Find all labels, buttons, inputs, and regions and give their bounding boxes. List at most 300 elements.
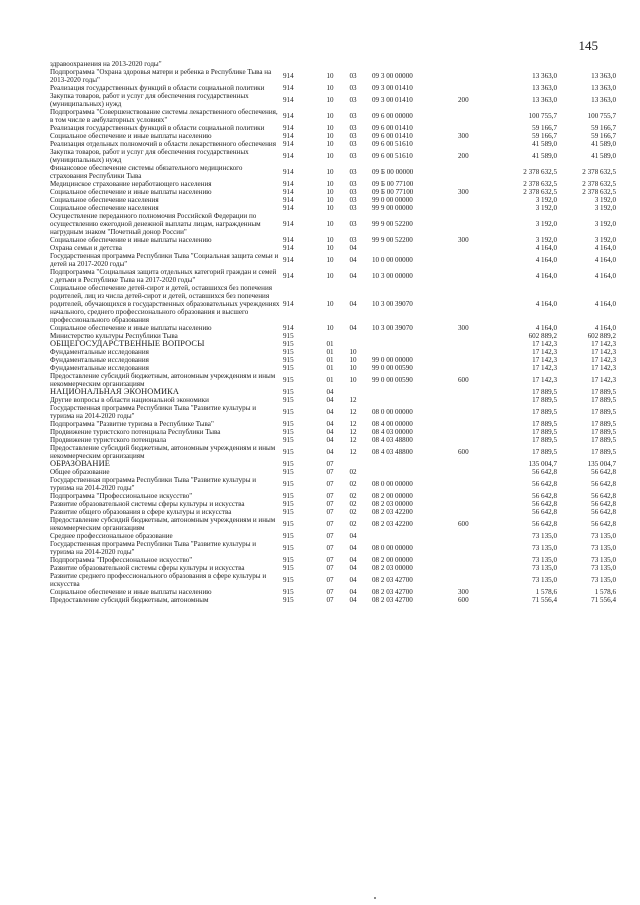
row-amount-2: 4 164,0 (594, 272, 616, 280)
row-name: Социальное обеспечение и иные выплаты населению (50, 588, 212, 596)
table-row (50, 572, 616, 588)
row-subsection-code: 04 (349, 272, 357, 280)
row-subsection-code: 03 (349, 72, 357, 80)
row-section-code: 07 (326, 520, 334, 528)
row-expense-type: 600 (458, 376, 469, 384)
row-department-code: 914 (283, 84, 294, 92)
row-subsection-code (342, 340, 364, 348)
row-amount-2: 59 166,7 (591, 124, 616, 132)
row-department-code: 914 (283, 256, 294, 264)
row-amount-1: 4 164,0 (535, 272, 557, 280)
row-amount-2: 13 363,0 (591, 84, 616, 92)
row-amount-1: 17 142,3 (532, 364, 557, 372)
row-target-article: 08 2 00 00000 (372, 492, 413, 500)
row-amount-1: 602 889,2 (528, 332, 557, 340)
row-expense-type (458, 212, 492, 236)
row-amount-2: 4 164,0 (594, 300, 616, 308)
scan-mark (374, 897, 376, 899)
row-department-code: 914 (283, 168, 294, 176)
row-amount-1: 56 642,8 (532, 480, 557, 488)
table-row (50, 340, 616, 348)
row-subsection-code: 03 (349, 188, 357, 196)
row-amount-2: 73 135,0 (591, 556, 616, 564)
table-row (50, 244, 616, 252)
row-section-code: 07 (326, 468, 334, 476)
row-section-code: 01 (326, 340, 334, 348)
row-name: Подпрограмма "Профессиональное искусство" (50, 556, 193, 564)
row-amount-2: 17 142,3 (591, 364, 616, 372)
row-name: Осуществление переданного полномочия Российской Федерации по осуществлению ежегодной денежной выплаты лицам, награжденным нагрудным знаком "Почетный донор России" (50, 212, 261, 236)
row-department-code: 915 (283, 408, 294, 416)
row-amount-1: 17 889,5 (532, 448, 557, 456)
row-name: Социальное обеспечение населения (50, 204, 159, 212)
row-section-code: 10 (326, 220, 334, 228)
row-subsection-code: 04 (349, 588, 357, 596)
row-expense-type (458, 476, 492, 492)
row-subsection-code: 03 (349, 140, 357, 148)
row-name: Предоставление субсидий бюджетным, автономным учреждениям и иным некоммерческим организациям (50, 444, 276, 460)
row-section-code: 10 (326, 96, 334, 104)
row-amount-1: 59 166,7 (532, 124, 557, 132)
table-row (50, 564, 616, 572)
row-section-code: 10 (326, 188, 334, 196)
table-row (50, 508, 616, 516)
row-section-code: 04 (326, 408, 334, 416)
table-row (50, 596, 616, 604)
table-body (50, 60, 616, 604)
row-department-code: 915 (283, 448, 294, 456)
row-expense-type (458, 340, 492, 348)
row-section-code: 10 (326, 236, 334, 244)
row-amount-2: 17 889,5 (591, 408, 616, 416)
row-amount-1: 17 889,5 (532, 428, 557, 436)
row-amount-1: 73 135,0 (532, 564, 557, 572)
row-target-article: 09 3 00 01410 (372, 96, 413, 104)
row-amount-2: 56 642,8 (591, 492, 616, 500)
row-amount-1: 1 578,6 (535, 588, 557, 596)
row-amount-2: 13 363,0 (591, 96, 616, 104)
row-subsection-code: 10 (349, 376, 357, 384)
row-amount-1: 17 889,5 (532, 408, 557, 416)
row-name: Подпрограмма "Развитие туризма в Республике Тыва" (50, 420, 214, 428)
row-amount-2: 56 642,8 (591, 480, 616, 488)
row-target-article: 08 4 03 00000 (372, 428, 413, 436)
row-amount-1: 2 378 632,5 (523, 188, 557, 196)
row-department-code: 915 (283, 388, 294, 396)
row-target-article: 10 0 00 00000 (372, 256, 413, 264)
row-section-code: 07 (326, 532, 334, 540)
row-amount-2: 56 642,8 (591, 520, 616, 528)
row-section-code: 10 (326, 140, 334, 148)
row-section-code: 07 (326, 556, 334, 564)
row-amount-2: 2 378 632,5 (582, 168, 616, 176)
row-section-code: 10 (326, 244, 334, 252)
row-department-code: 915 (283, 576, 294, 584)
table-row (50, 196, 616, 204)
row-section-code: 04 (326, 428, 334, 436)
row-amount-2 (557, 60, 616, 68)
row-name: Фундаментальные исследования (50, 364, 149, 372)
row-department-code: 915 (283, 340, 294, 348)
table-row (50, 284, 616, 324)
row-expense-type: 200 (458, 96, 469, 104)
row-amount-1: 4 164,0 (535, 324, 557, 332)
row-target-article: 10 3 00 39070 (372, 324, 413, 332)
table-row (50, 476, 616, 492)
row-amount-1: 56 642,8 (532, 468, 557, 476)
table-row (50, 188, 616, 196)
row-amount-1: 17 142,3 (532, 348, 557, 356)
row-amount-2: 17 142,3 (591, 376, 616, 384)
row-target-article: 08 4 03 48800 (372, 436, 413, 444)
row-target-article: 99 0 00 00000 (372, 196, 413, 204)
row-amount-1: 73 135,0 (532, 576, 557, 584)
row-name: Охрана семьи и детства (50, 244, 122, 252)
row-target-article: 10 3 00 39070 (372, 300, 413, 308)
table-row (50, 68, 616, 84)
table-row (50, 236, 616, 244)
row-subsection-code: 04 (349, 544, 357, 552)
row-department-code: 914 (283, 180, 294, 188)
row-department-code: 915 (283, 356, 294, 364)
row-target-article: 09 Б 00 77100 (372, 180, 414, 188)
row-target-article: 99 9 00 52200 (372, 236, 413, 244)
row-subsection-code: 02 (349, 480, 357, 488)
row-target-article (364, 396, 458, 404)
row-section-code: 10 (326, 132, 334, 140)
row-name: Социальное обеспечение и иные выплаты населению (50, 188, 212, 196)
row-section-code: 10 (326, 324, 334, 332)
row-subsection-code: 03 (349, 196, 357, 204)
row-department-code: 914 (283, 220, 294, 228)
table-row (50, 252, 616, 268)
row-department-code: 915 (283, 332, 294, 340)
row-amount-1: 17 889,5 (532, 436, 557, 444)
row-department-code: 915 (283, 520, 294, 528)
row-expense-type: 600 (458, 596, 469, 604)
row-amount-1: 17 889,5 (532, 420, 557, 428)
row-amount-2: 41 589,0 (591, 140, 616, 148)
row-name: Развитие образовательной системы сферы культуры и искусства (50, 564, 245, 572)
row-department-code: 914 (283, 96, 294, 104)
row-amount-2: 56 642,8 (591, 508, 616, 516)
row-amount-1: 17 889,5 (532, 388, 557, 396)
row-name: здравоохранения на 2013-2020 годы" (50, 60, 162, 68)
row-name: Государственная программа Республики Тыва "Развитие культуры и туризма на 2014-2020 годы" (50, 476, 257, 492)
row-target-article: 09 6 00 00000 (372, 112, 413, 120)
row-name: Предоставление субсидий бюджетным, автономным учреждениям и иным некоммерческим организациям (50, 516, 276, 532)
row-expense-type: 600 (458, 448, 469, 456)
row-target-article: 09 6 00 01410 (372, 132, 413, 140)
table-row (50, 420, 616, 428)
row-amount-2: 71 556,4 (591, 596, 616, 604)
row-amount-1: 71 556,4 (532, 596, 557, 604)
row-subsection-code: 02 (349, 500, 357, 508)
row-subsection-code: 10 (349, 356, 357, 364)
row-section-code: 07 (326, 564, 334, 572)
row-name: Медицинское страхование неработающего населения (50, 180, 212, 188)
row-amount-2: 41 589,0 (591, 152, 616, 160)
row-target-article: 08 4 00 00000 (372, 420, 413, 428)
row-amount-1: 100 755,7 (528, 112, 557, 120)
row-target-article (364, 340, 458, 348)
row-section-code: 07 (326, 576, 334, 584)
row-amount-2: 2 378 632,5 (582, 180, 616, 188)
row-target-article: 99 0 00 00590 (372, 376, 413, 384)
row-target-article: 10 3 00 00000 (372, 272, 413, 280)
row-target-article: 99 0 00 00590 (372, 364, 413, 372)
row-subsection-code: 02 (349, 520, 357, 528)
row-expense-type (458, 428, 492, 436)
row-target-article (364, 244, 458, 252)
row-section-code (318, 332, 342, 340)
row-expense-type (458, 140, 492, 148)
table-row (50, 140, 616, 148)
row-target-article (364, 388, 458, 396)
table-row (50, 364, 616, 372)
row-amount-1: 17 142,3 (532, 356, 557, 364)
row-subsection-code: 04 (349, 244, 357, 252)
row-section-code: 10 (326, 196, 334, 204)
row-amount-2: 17 889,5 (591, 420, 616, 428)
row-amount-2: 135 004,7 (587, 460, 616, 468)
row-department-code (283, 60, 318, 68)
row-target-article: 09 Б 00 77100 (372, 188, 414, 196)
row-amount-2: 17 142,3 (591, 340, 616, 348)
row-amount-2: 59 166,7 (591, 132, 616, 140)
row-amount-1: 3 192,0 (535, 204, 557, 212)
table-row (50, 436, 616, 444)
row-amount-1: 41 589,0 (532, 152, 557, 160)
row-section-code: 01 (326, 364, 334, 372)
row-expense-type (458, 364, 492, 372)
row-name: Развитие среднего профессионального образования в сфере культуры и искусства (50, 572, 267, 588)
row-department-code: 914 (283, 324, 294, 332)
row-expense-type (458, 244, 492, 252)
row-subsection-code (342, 460, 364, 468)
row-section-code: 07 (326, 544, 334, 552)
row-target-article (364, 60, 458, 68)
row-amount-2: 56 642,8 (591, 468, 616, 476)
row-section-code: 10 (326, 124, 334, 132)
row-subsection-code: 04 (349, 564, 357, 572)
row-section-code: 01 (326, 376, 334, 384)
row-subsection-code: 03 (349, 220, 357, 228)
row-target-article: 08 2 03 42200 (372, 508, 413, 516)
row-target-article: 09 3 00 01410 (372, 84, 413, 92)
row-amount-2: 73 135,0 (591, 532, 616, 540)
row-subsection-code: 10 (349, 348, 357, 356)
row-expense-type (458, 436, 492, 444)
row-name: Продвижение туристского потенциала (50, 436, 167, 444)
row-expense-type (458, 284, 492, 324)
row-subsection-code: 03 (349, 204, 357, 212)
row-department-code: 915 (283, 588, 294, 596)
row-subsection-code: 04 (349, 596, 357, 604)
row-target-article: 99 0 00 00000 (372, 356, 413, 364)
row-name: Фундаментальные исследования (50, 356, 149, 364)
row-amount-1: 3 192,0 (535, 196, 557, 204)
row-section-code: 07 (326, 596, 334, 604)
table-row (50, 60, 616, 68)
row-name: Государственная программа Республики Тыва "Развитие культуры и туризма на 2014-2020 годы" (50, 404, 257, 420)
row-target-article (364, 460, 458, 468)
row-amount-2: 17 142,3 (591, 356, 616, 364)
row-amount-2: 2 378 632,5 (582, 188, 616, 196)
row-name: Предоставление субсидий бюджетным, автономным (50, 596, 209, 604)
row-subsection-code: 12 (349, 408, 357, 416)
row-amount-2: 3 192,0 (594, 204, 616, 212)
row-amount-1 (492, 60, 557, 68)
row-subsection-code: 03 (349, 236, 357, 244)
row-target-article: 08 2 03 00000 (372, 500, 413, 508)
table-row (50, 356, 616, 364)
row-expense-type: 300 (458, 588, 469, 596)
row-department-code: 915 (283, 468, 294, 476)
row-department-code: 915 (283, 420, 294, 428)
row-amount-1: 59 166,7 (532, 132, 557, 140)
row-section-code: 10 (326, 180, 334, 188)
row-section-code: 04 (326, 396, 334, 404)
row-expense-type (458, 164, 492, 180)
row-subsection-code (342, 388, 364, 396)
row-name: Другие вопросы в области национальной экономики (50, 396, 209, 404)
row-expense-type (458, 388, 492, 396)
row-name: Социальное обеспечение и иные выплаты населению (50, 236, 212, 244)
row-section-code: 07 (326, 500, 334, 508)
row-amount-1: 135 004,7 (528, 460, 557, 468)
row-section-code: 10 (326, 256, 334, 264)
row-section-code: 10 (326, 84, 334, 92)
row-amount-2: 17 889,5 (591, 388, 616, 396)
table-row (50, 468, 616, 476)
row-name: Социальное обеспечение населения (50, 196, 159, 204)
row-section-code: 04 (326, 420, 334, 428)
table-row (50, 108, 616, 124)
row-subsection-code: 03 (349, 152, 357, 160)
row-amount-1: 13 363,0 (532, 96, 557, 104)
row-amount-1: 4 164,0 (535, 256, 557, 264)
row-amount-1: 73 135,0 (532, 532, 557, 540)
row-expense-type (458, 532, 492, 540)
table-row (50, 404, 616, 420)
row-department-code: 914 (283, 236, 294, 244)
row-name: Развитие общего образования в сфере культуры и искусства (50, 508, 232, 516)
row-section-code: 04 (326, 448, 334, 456)
row-expense-type (458, 348, 492, 356)
row-section-code: 10 (326, 204, 334, 212)
row-expense-type (458, 468, 492, 476)
row-amount-2: 602 889,2 (587, 332, 616, 340)
row-subsection-code: 04 (349, 556, 357, 564)
row-expense-type (458, 572, 492, 588)
row-target-article: 08 2 03 42200 (372, 520, 413, 528)
row-expense-type (458, 84, 492, 92)
table-row (50, 212, 616, 236)
row-amount-2: 3 192,0 (594, 220, 616, 228)
table-row (50, 388, 616, 396)
row-amount-1: 17 142,3 (532, 376, 557, 384)
row-amount-1: 56 642,8 (532, 492, 557, 500)
row-amount-2: 56 642,8 (591, 500, 616, 508)
row-department-code: 915 (283, 532, 294, 540)
row-target-article: 09 6 00 51610 (372, 152, 413, 160)
row-name: Министерство культуры Республики Тыва (50, 332, 178, 340)
row-target-article: 08 0 00 00000 (372, 480, 413, 488)
row-subsection-code: 10 (349, 364, 357, 372)
row-department-code: 914 (283, 300, 294, 308)
row-department-code: 914 (283, 112, 294, 120)
row-name: ОБРАЗОВАНИЕ (50, 460, 110, 468)
row-expense-type: 600 (458, 520, 469, 528)
row-name: Подпрограмма "Совершенствование системы лекарственного обеспечения, в том числе в амбулаторных условиях" (50, 108, 278, 124)
row-expense-type (458, 60, 492, 68)
row-department-code: 915 (283, 396, 294, 404)
row-amount-2: 1 578,6 (594, 588, 616, 596)
row-section-code: 01 (326, 356, 334, 364)
row-name: Государственная программа Республики Тыва "Социальная защита семьи и детей на 2017-2020 годы" (50, 252, 279, 268)
row-amount-2: 17 142,3 (591, 348, 616, 356)
row-amount-1: 2 378 632,5 (523, 180, 557, 188)
row-name: Реализация государственных функций в области социальной политики (50, 124, 265, 132)
row-target-article: 08 2 00 00000 (372, 556, 413, 564)
row-expense-type (458, 268, 492, 284)
row-subsection-code: 03 (349, 132, 357, 140)
row-target-article (364, 532, 458, 540)
row-target-article: 09 6 00 01410 (372, 124, 413, 132)
row-target-article: 08 2 03 42700 (372, 596, 413, 604)
row-expense-type (458, 356, 492, 364)
row-name: Закупка товаров, работ и услуг для обеспечения государственных (муниципальных) нужд (50, 92, 249, 108)
row-name: Подпрограмма "Социальная защита отдельных категорий граждан и семей с детьми в Республике Тыва на 2017-2020 годы" (50, 268, 277, 284)
row-name: Социальное обеспечение и иные выплаты населению (50, 324, 212, 332)
row-amount-1: 3 192,0 (535, 236, 557, 244)
row-section-code: 07 (326, 480, 334, 488)
row-name: ОБЩЕГОСУДАРСТВЕННЫЕ ВОПРОСЫ (50, 340, 205, 348)
row-department-code: 914 (283, 204, 294, 212)
row-amount-2: 3 192,0 (594, 196, 616, 204)
table-row (50, 428, 616, 436)
row-subsection-code: 03 (349, 112, 357, 120)
row-target-article: 99 9 00 52200 (372, 220, 413, 228)
table-row (50, 556, 616, 564)
row-amount-2: 4 164,0 (594, 244, 616, 252)
table-row (50, 540, 616, 556)
row-department-code: 914 (283, 188, 294, 196)
page-number: 145 (578, 38, 598, 53)
row-amount-1: 56 642,8 (532, 508, 557, 516)
row-expense-type (458, 124, 492, 132)
row-section-code: 07 (326, 460, 334, 468)
row-name: Общее образование (50, 468, 110, 476)
table-row (50, 132, 616, 140)
row-name: Социальное обеспечение и иные выплаты населению (50, 132, 212, 140)
row-subsection-code: 03 (349, 124, 357, 132)
row-subsection-code: 12 (349, 420, 357, 428)
row-department-code: 915 (283, 460, 294, 468)
table-row (50, 588, 616, 596)
row-subsection-code: 04 (349, 532, 357, 540)
table-row (50, 396, 616, 404)
row-department-code: 915 (283, 500, 294, 508)
row-subsection-code: 04 (349, 256, 357, 264)
row-subsection-code: 02 (349, 492, 357, 500)
row-target-article: 08 0 00 00000 (372, 544, 413, 552)
row-subsection-code: 12 (349, 396, 357, 404)
row-expense-type (458, 500, 492, 508)
row-amount-2: 73 135,0 (591, 576, 616, 584)
row-name: Социальное обеспечение детей-сирот и детей, оставшихся без попечения родителей, лиц из числа детей-сирот и детей, оставшихся без попечения родителей, обучающихся в государственных образовательных учреждениях начального, среднего профессионального образования и высшего профессионального образования (50, 284, 280, 324)
